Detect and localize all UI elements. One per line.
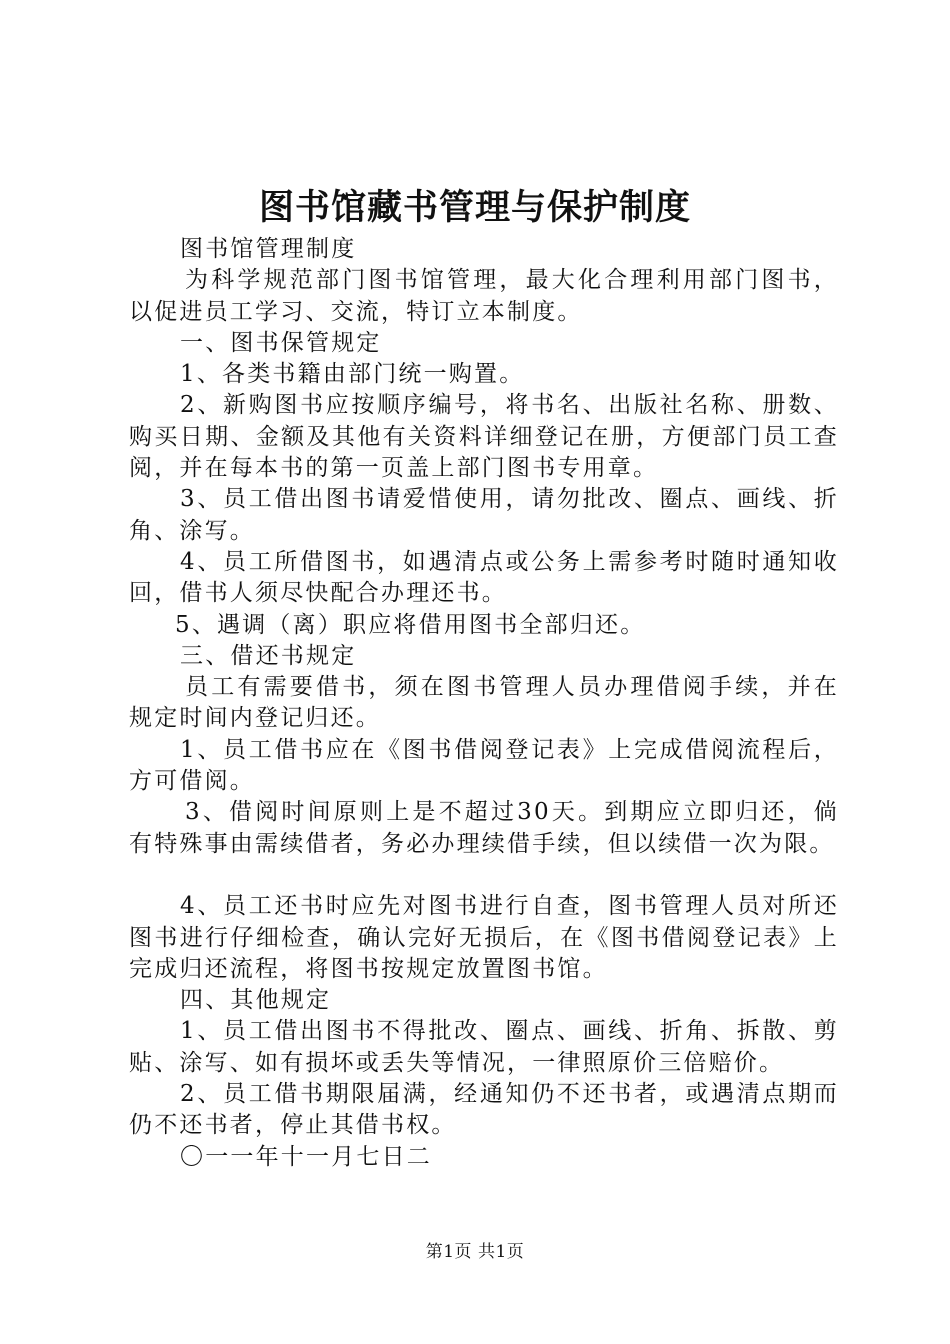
section-heading-storage: 一、图书保管规定 [180,329,382,356]
paragraph-rule: 4、员工还书时应先对图书进行自查，图书管理人员对所还图书进行仔细检查，确认完好无损后，在《图书借阅登记表》上完成归还流程，将图书按规定放置图书馆。 [129,893,839,982]
page-footer: 第1页 共1页 [425,1242,525,1262]
paragraph-rule: 1、各类书籍由部门统一购置。 [180,361,525,388]
paragraph-rule: 1、员工借书应在《图书借阅登记表》上完成借阅流程后，方可借阅。 [129,736,839,795]
blank-line [129,860,839,891]
paragraph-rule: 员工有需要借书，须在图书管理人员办理借阅手续，并在规定时间内登记归还。 [129,674,839,732]
paragraph-rule: 5、遇调（离）职应将借用图书全部归还。 [175,611,646,638]
paragraph-rule: 1、员工借出图书不得批改、圈点、画线、折角、拆散、剪贴、涂写、如有损坏或丢失等情况，一律照原价三倍赔价。 [129,1018,839,1076]
paragraph-rule: 3、借阅时间原则上是不超过30天。到期应立即归还，倘有特殊事由需续借者，务必办理续借手续，但以续借一次为限。 [129,799,839,857]
document-title: 图书馆藏书管理与保护制度 [258,187,691,228]
paragraph-purpose: 为科学规范部门图书馆管理，最大化合理利用部门图书，以促进员工学习、交流，特订立本制度。 [129,267,839,325]
paragraph-rule: 4、员工所借图书，如遇清点或公务上需参考时随时通知收回，借书人须尽快配合办理还书。 [129,548,839,607]
paragraph-heading-management: 图书馆管理制度 [180,236,357,262]
paragraph-rule: 2、员工借书期限届满，经通知仍不还书者，或遇清点期而仍不还书者，停止其借书权。 [129,1081,839,1139]
paragraph-date: 〇一一年十一月七日二 [180,1143,432,1170]
document-body [129,234,839,1173]
paragraph-rule: 3、员工借出图书请爱惜使用，请勿批改、圈点、画线、折角、涂写。 [129,486,839,544]
section-heading-other: 四、其他规定 [180,987,332,1014]
paragraph-rule: 2、新购图书应按顺序编号，将书名、出版社名称、册数、购买日期、金额及其他有关资料详细登记在册，方便部门员工查阅，并在每本书的第一页盖上部门图书专用章。 [129,392,839,482]
section-heading-borrowing: 三、借还书规定 [180,642,357,669]
